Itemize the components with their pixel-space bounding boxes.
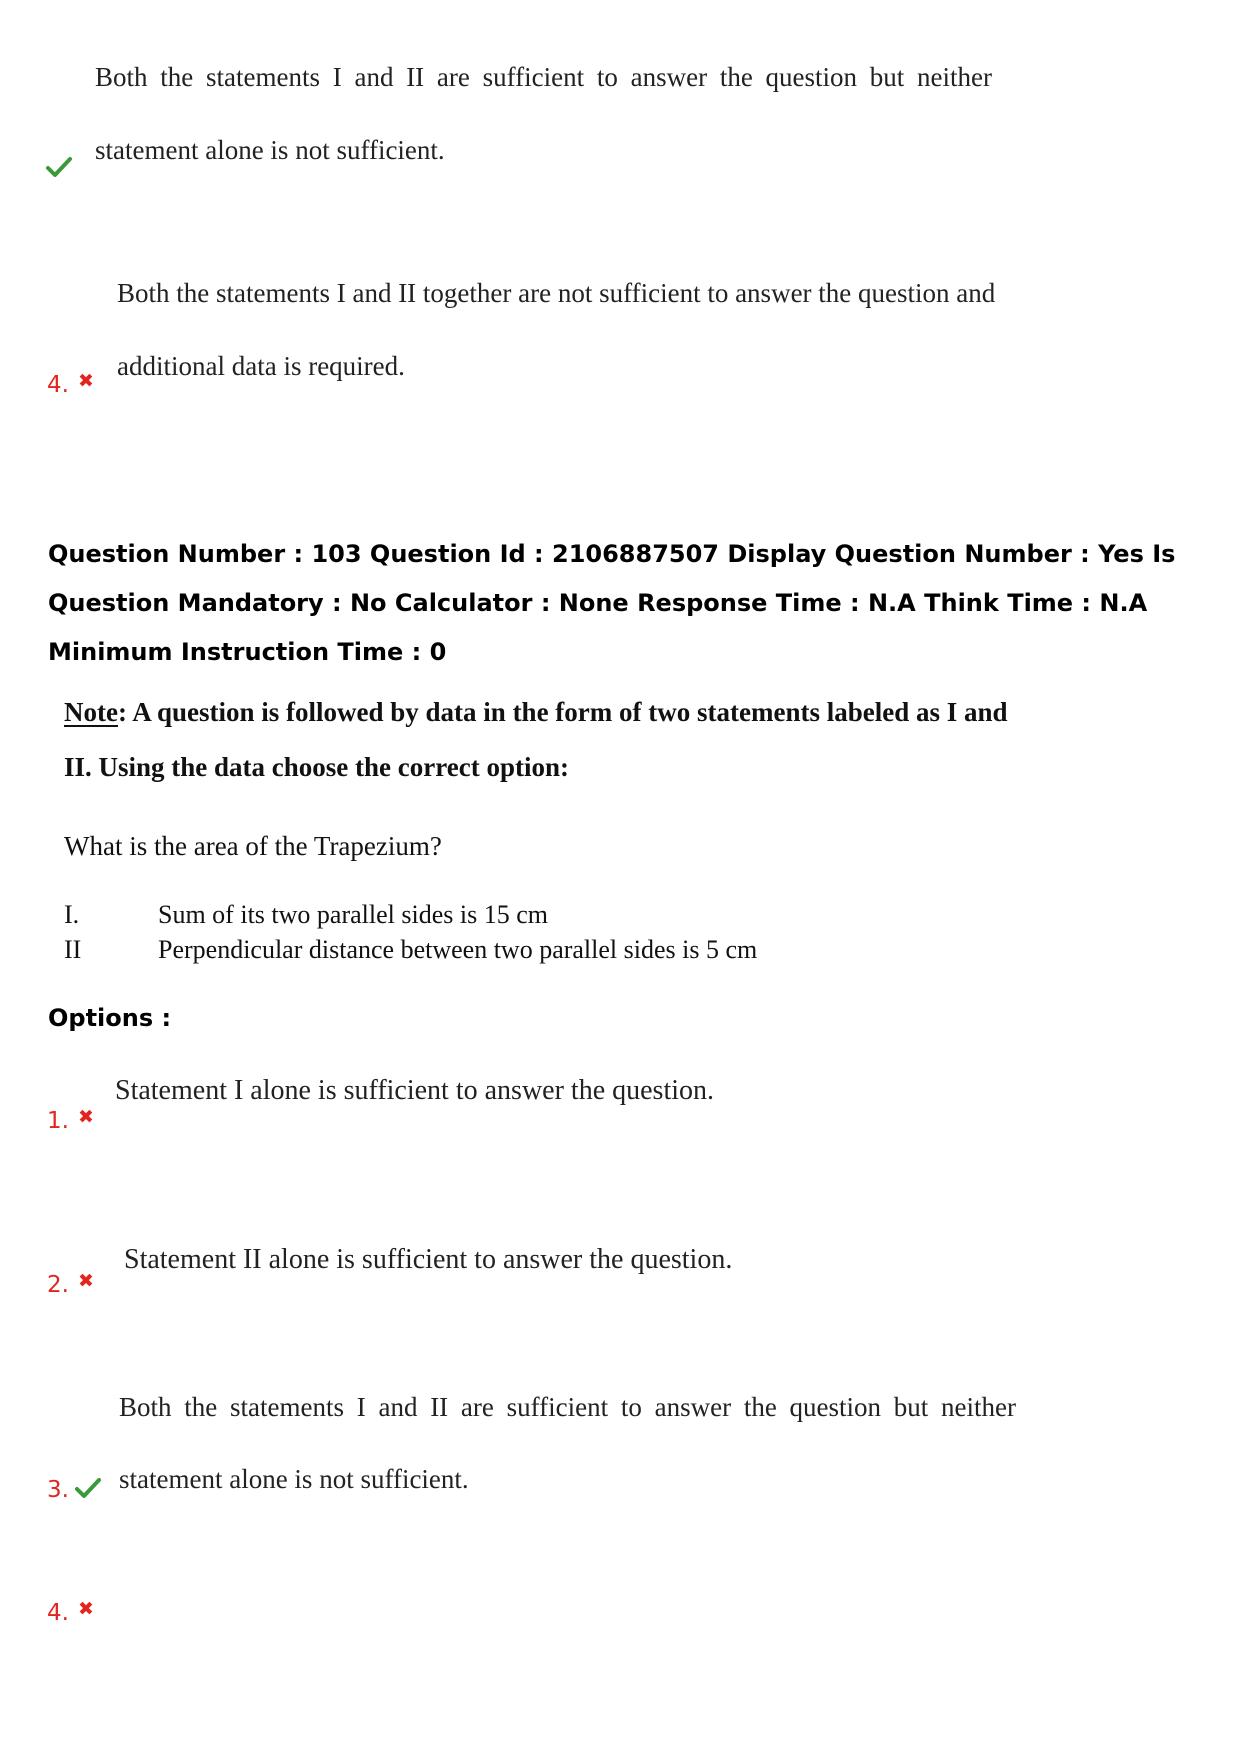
- option-text: Both the statements I and II are sufficient to answer the question but neither: [119, 1392, 1017, 1422]
- option-number: 3.: [47, 1477, 69, 1503]
- note-text: : A question is followed by data in the form of two statements labeled as I and: [117, 697, 1008, 727]
- prev-option4-line2: additional data is required.: [117, 351, 405, 381]
- prev-option4-number: 4.: [47, 372, 69, 398]
- check-icon: [46, 156, 72, 178]
- option-number: 2.: [47, 1272, 69, 1298]
- prev-option3-line1: Both the statements I and II are sufficient to answer the question but neither: [95, 62, 993, 92]
- statement-label: I.: [64, 900, 80, 929]
- option-number: 4.: [47, 1600, 69, 1626]
- statement-text: Sum of its two parallel sides is 15 cm: [158, 900, 548, 929]
- check-icon: [75, 1477, 101, 1499]
- prev-option4-line1: Both the statements I and II together are not sufficient to answer the question and: [117, 278, 996, 308]
- options-label: Options :: [48, 1004, 172, 1032]
- statement-text: Perpendicular distance between two parallel sides is 5 cm: [158, 935, 758, 964]
- cross-icon: ✖: [78, 370, 94, 392]
- option-text: Statement I alone is sufficient to answer the question.: [115, 1075, 715, 1106]
- question-text: What is the area of the Trapezium?: [64, 831, 442, 861]
- option-text: statement alone is not sufficient.: [119, 1464, 469, 1494]
- question-meta: Question Number : 103 Question Id : 2106887507 Display Question Number : Yes Is Question Mandatory : No Calculator : None Response Time : N.A Think Time : N.A Minimum Instruction Time : 0: [48, 540, 1176, 666]
- note-line1: [64, 697, 1008, 728]
- note-label: Note: [64, 697, 118, 727]
- option-text: Statement II alone is sufficient to answer the question.: [124, 1244, 733, 1275]
- cross-icon: ✖: [78, 1598, 94, 1620]
- statement-label: II: [64, 935, 82, 964]
- cross-icon: ✖: [78, 1106, 94, 1128]
- note-line2: II. Using the data choose the correct option:: [64, 752, 569, 782]
- prev-option3-line2: statement alone is not sufficient.: [95, 135, 445, 165]
- cross-icon: ✖: [78, 1270, 94, 1292]
- option-number: 1.: [47, 1108, 69, 1134]
